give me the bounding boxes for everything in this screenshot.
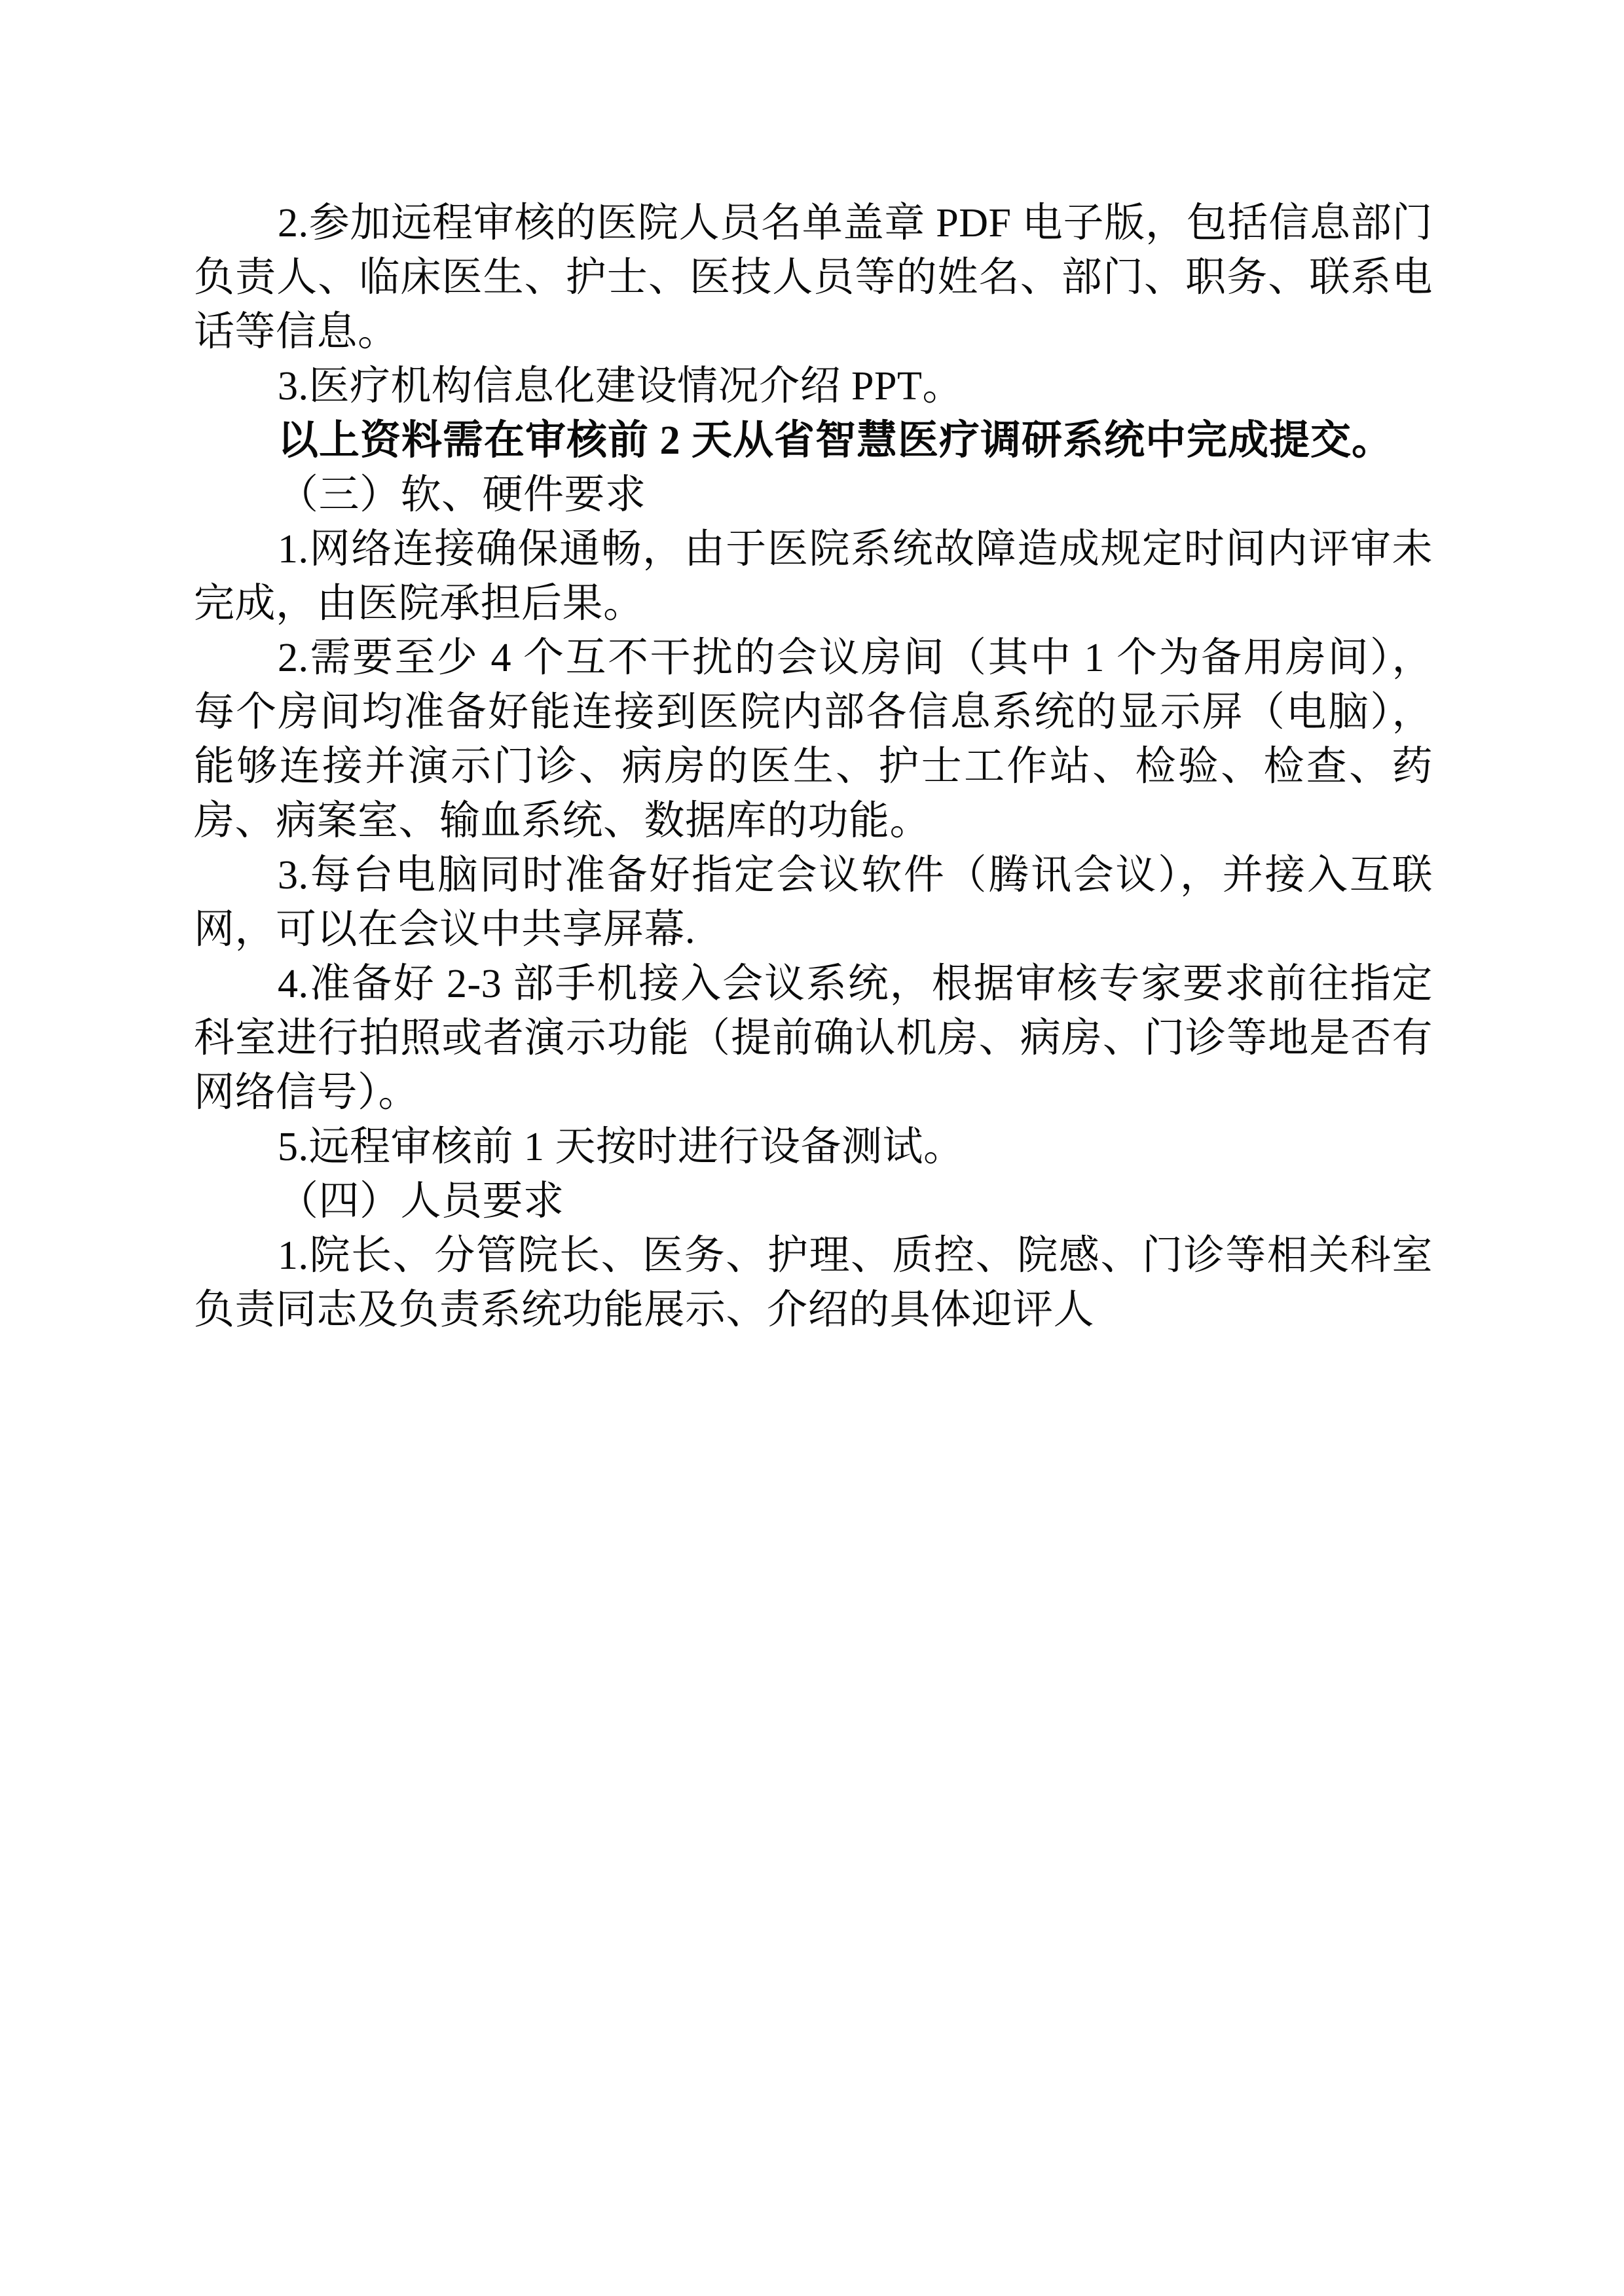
paragraph-sw-item-3: 3.每台电脑同时准备好指定会议软件（腾讯会议），并接入互联网，可以在会议中共享屏幕. <box>194 853 1433 952</box>
heading-section-4-personnel: （四）人员要求 <box>278 1179 564 1224</box>
paragraph-sw-item-5: 5.远程审核前 1 天按时进行设备测试。 <box>278 1125 965 1169</box>
paragraph-submission-note: 以上资料需在审核前 2 天从省智慧医疗调研系统中完成提交。 <box>278 418 1393 463</box>
paragraph-item-3-ppt: 3.医疗机构信息化建设情况介绍 PPT。 <box>278 364 963 409</box>
paragraph-sw-item-1: 1.网络连接确保通畅，由于医院系统故障造成规定时间内评审未完成，由医院承担后果。 <box>194 527 1433 626</box>
paragraph-sw-item-4: 4.准备好 2-3 部手机接入会议系统，根据审核专家要求前往指定科室进行拍照或者演示功能（提前确认机房、病房、门诊等地是否有网络信号）。 <box>194 962 1433 1115</box>
paragraph-sw-item-2: 2.需要至少 4 个互不干扰的会议房间（其中 1 个为备用房间），每个房间均准备好能连接到医院内部各信息系统的显示屏（电脑），能够连接并演示门诊、病房的医生、护士工作站、检验、检查、药房、病案室、输血系统、数据库的功能。 <box>194 636 1433 843</box>
paragraph-staff-item-1: 1.院长、分管院长、医务、护理、质控、院感、门诊等相关科室负责同志及负责系统功能展示、介绍的具体迎评人 <box>194 1233 1433 1332</box>
paragraph-item-2-materials: 2.参加远程审核的医院人员名单盖章 PDF 电子版，包括信息部门负责人、临床医生、护士、医技人员等的姓名、部门、职务、联系电话等信息。 <box>194 201 1433 354</box>
heading-section-3-software-hardware: （三）软、硬件要求 <box>278 473 646 517</box>
document-body <box>194 196 1433 1338</box>
